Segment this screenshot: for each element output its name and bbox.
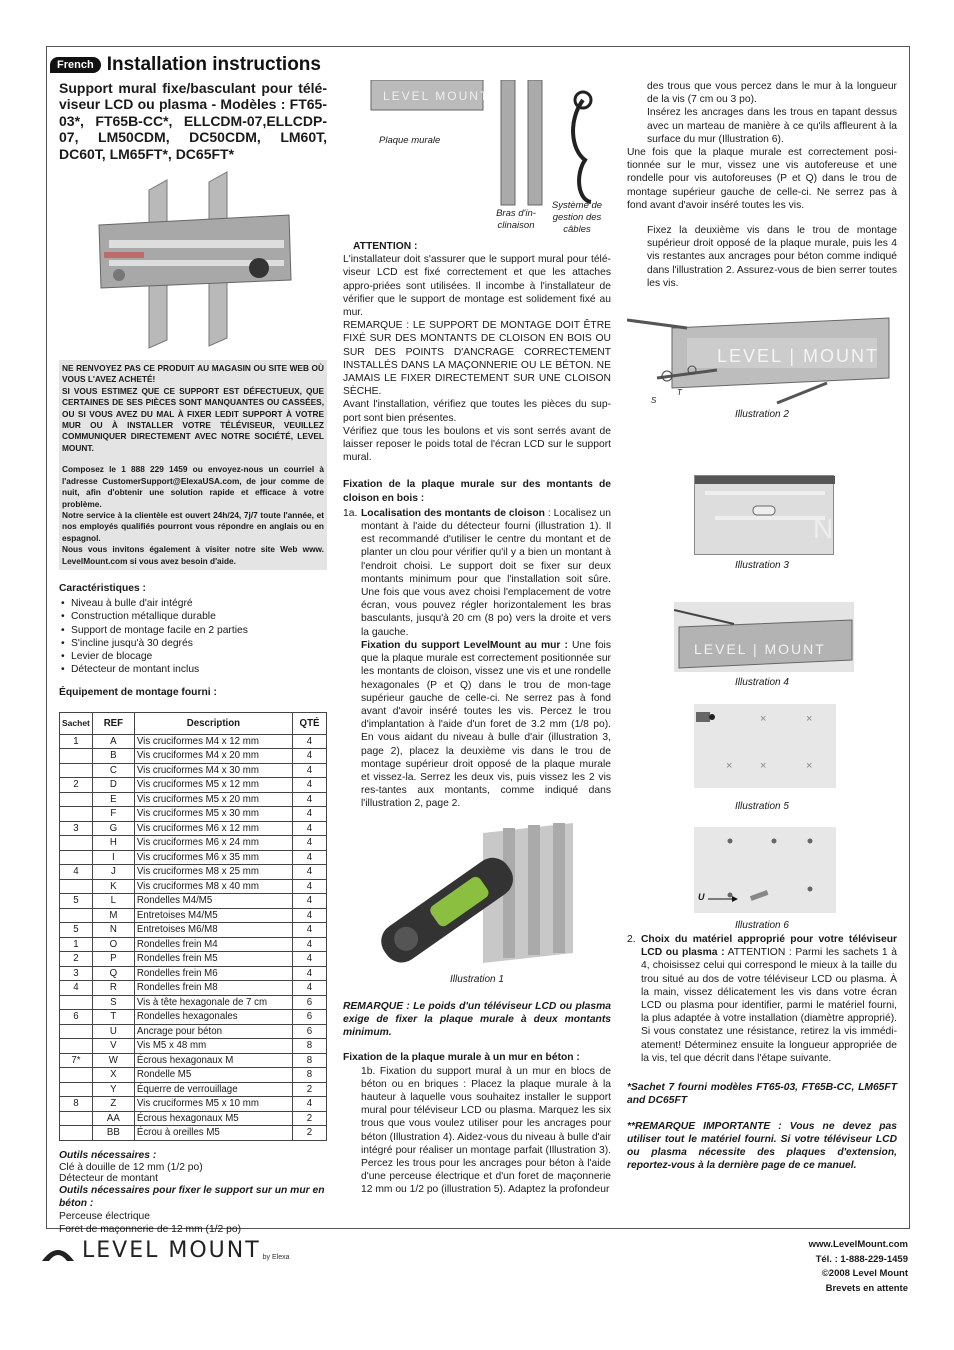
table-row bbox=[60, 1097, 327, 1112]
cell-description: Rondelles frein M4 bbox=[134, 937, 292, 952]
cell-description: Vis cruciformes M4 x 12 mm bbox=[134, 734, 292, 749]
cell-ref: H bbox=[92, 836, 134, 851]
table-row bbox=[60, 1111, 327, 1126]
col-header-sachet: Sachet bbox=[60, 712, 93, 734]
equipment-title: Équipement de montage fourni : bbox=[59, 687, 217, 699]
cell-sachet bbox=[60, 850, 93, 865]
cell-description: Vis cruciformes M4 x 30 mm bbox=[134, 763, 292, 778]
cell-sachet bbox=[60, 1039, 93, 1054]
cell-qty: 4 bbox=[293, 937, 327, 952]
table-row bbox=[60, 879, 327, 894]
warning-box bbox=[59, 360, 327, 570]
cell-description: Vis cruciformes M6 x 24 mm bbox=[134, 836, 292, 851]
cell-ref: P bbox=[92, 952, 134, 967]
sachet-7-note: *Sachet 7 fourni modèles FT65-03, FT65B-CC, LM65FT and DC65FT bbox=[627, 1082, 897, 1107]
attention-text-2: REMARQUE : LE SUPPORT DE MONTAGE DOIT ÊTRE FIXÉ SUR DES MONTANTS DE CLOISON EN BOIS OU SUR DES POINTS D'ANCRAGE CORRECTEMENT INSTALLÉS DANS LA MAÇONNERIE OU LE BÉTON. NE JAMAIS LE FIXER DIRECTEMENT SUR UNE CLOISON SÈCHE. bbox=[343, 320, 611, 398]
table-row bbox=[60, 1024, 327, 1039]
cell-qty: 8 bbox=[293, 1068, 327, 1083]
product-photo bbox=[59, 170, 327, 350]
cell-description: Entretoises M4/M5 bbox=[134, 908, 292, 923]
cell-ref: E bbox=[92, 792, 134, 807]
features-title: Caractéristiques : bbox=[59, 582, 146, 594]
table-row bbox=[60, 821, 327, 836]
cell-sachet: 4 bbox=[60, 865, 93, 880]
col-header-ref: REF bbox=[92, 712, 134, 734]
feature-item: • Niveau à bulle d'air intégré bbox=[59, 597, 327, 610]
illustration-3-caption: Illustration 3 bbox=[735, 560, 789, 572]
cell-qty: 2 bbox=[293, 1111, 327, 1126]
cell-ref: M bbox=[92, 908, 134, 923]
attention-title: ATTENTION : bbox=[353, 241, 418, 252]
cell-description: Vis à tête hexagonale de 7 cm bbox=[134, 995, 292, 1010]
cell-ref: D bbox=[92, 778, 134, 793]
cell-qty: 8 bbox=[293, 1039, 327, 1054]
cell-ref: BB bbox=[92, 1126, 134, 1141]
step-2 bbox=[627, 933, 897, 1065]
cell-ref: T bbox=[92, 1010, 134, 1025]
cell-sachet: 1 bbox=[60, 734, 93, 749]
illustration-2-caption: Illustration 2 bbox=[735, 409, 789, 421]
cell-ref: K bbox=[92, 879, 134, 894]
fix-instructions bbox=[343, 639, 611, 811]
concrete-section-title: Fixation de la plaque murale à un mur en béton : bbox=[343, 1052, 580, 1064]
cell-ref: U bbox=[92, 1024, 134, 1039]
svg-text:N: N bbox=[813, 513, 834, 545]
table-row bbox=[60, 981, 327, 996]
cell-sachet: 2 bbox=[60, 952, 93, 967]
cell-ref: X bbox=[92, 1068, 134, 1083]
contact-line-3: Nous vous invitons également à visiter notre site Web www. LevelMount.com si vous avez besoin d'aide. bbox=[62, 544, 324, 566]
cell-ref: R bbox=[92, 981, 134, 996]
cell-description: Vis cruciformes M5 x 12 mm bbox=[134, 778, 292, 793]
cell-qty: 4 bbox=[293, 734, 327, 749]
cell-ref: Z bbox=[92, 1097, 134, 1112]
cell-sachet bbox=[60, 908, 93, 923]
col-header-description: Description bbox=[134, 712, 292, 734]
cell-description: Vis cruciformes M6 x 35 mm bbox=[134, 850, 292, 865]
table-row bbox=[60, 1010, 327, 1025]
table-row bbox=[60, 1068, 327, 1083]
feature-item: • Construction métallique durable bbox=[59, 610, 327, 623]
cell-qty: 6 bbox=[293, 1024, 327, 1039]
illustration-6-caption: Illustration 6 bbox=[735, 919, 789, 931]
parts-illustration bbox=[343, 80, 611, 240]
cell-sachet: 5 bbox=[60, 894, 93, 909]
svg-text:×: × bbox=[726, 759, 733, 772]
step-2-text: ATTENTION : Parmi les sachets 1 à 4, choisissez celui qui correspond le mieux à la taille du trou situé au dos de votre téléviseur LCD ou plasma. À la main, vissez délicatement les vis dans votre écran LCD ou plasma pour identifier, parmi le matériel fourni, la plus adaptée à votre installation (diamètre approprié). Si vous constatez une résistance, retirez la vis immédi-atement! Déterminez ensuite la longueur appropriée de la vis, tel que décrit dans l'étape suivante. bbox=[641, 947, 897, 1064]
cell-qty: 4 bbox=[293, 749, 327, 764]
cell-ref: I bbox=[92, 850, 134, 865]
cell-sachet bbox=[60, 749, 93, 764]
cell-sachet bbox=[60, 1126, 93, 1141]
table-row bbox=[60, 850, 327, 865]
cell-description: Rondelles frein M6 bbox=[134, 966, 292, 981]
cell-sachet bbox=[60, 792, 93, 807]
brand-logo bbox=[40, 1238, 290, 1263]
cell-ref: F bbox=[92, 807, 134, 822]
table-row bbox=[60, 1082, 327, 1097]
concrete-instructions: 1b. Fixation du support mural à un mur en blocs de béton ou en briques : Placez la plaque murale à la hauteur à laquelle vous souhaitez installer le support mural pour téléviseur LCD ou plasma. Marquez les six trous que vous voulez utiliser pour les ancrages pour béton (Illustration 4). Aidez-vous du niveau à bulle d'air intégré pour réaliser un montage parfait (Illustration 3). Percez les trous pour les ancrages pour béton à l'aide d'une perceuse électrique et d'un foret de maçonnerie 12 mm ou 1/2 po (illustration 5). Adaptez la profondeur bbox=[361, 1065, 611, 1196]
feature-item: • Levier de blocage bbox=[59, 650, 327, 663]
illustration-1-caption: Illustration 1 bbox=[450, 973, 504, 985]
arms-label: Bras d'in-clinaison bbox=[496, 208, 536, 231]
table-row bbox=[60, 894, 327, 909]
attention-text-3: Avant l'installation, vérifiez que toutes les pièces du sup-port sont bien présentes. bbox=[343, 399, 611, 424]
cell-ref: L bbox=[92, 894, 134, 909]
cell-ref: Y bbox=[92, 1082, 134, 1097]
parts-table-header bbox=[60, 712, 327, 734]
cell-qty: 4 bbox=[293, 850, 327, 865]
column-left bbox=[59, 80, 327, 1237]
cell-description: Équerre de verrouillage bbox=[134, 1082, 292, 1097]
cell-qty: 4 bbox=[293, 865, 327, 880]
illustration-4-caption: Illustration 4 bbox=[735, 677, 789, 689]
table-row bbox=[60, 995, 327, 1010]
cell-ref: C bbox=[92, 763, 134, 778]
tools-title: Outils nécessaires : bbox=[59, 1149, 157, 1161]
concrete-tools-title: Outils nécessaires pour fixer le support sur un mur en béton : bbox=[59, 1184, 325, 1209]
step-1a bbox=[343, 507, 611, 639]
cell-qty: 4 bbox=[293, 966, 327, 981]
cell-sachet: 3 bbox=[60, 966, 93, 981]
warning-line-1: NE RENVOYEZ PAS CE PRODUIT AU MAGASIN OU SITE WEB OÙ VOUS L'AVEZ ACHETÉ! bbox=[62, 363, 324, 385]
cell-qty: 4 bbox=[293, 894, 327, 909]
cell-description: Écrous hexagonaux M bbox=[134, 1053, 292, 1068]
cell-ref: AA bbox=[92, 1111, 134, 1126]
warning-line-2: SI VOUS ESTIMEZ QUE CE SUPPORT EST DÉFECTUEUX, QUE CERTAINES DE SES PIÈCES SONT MANQUANTES OU CASSÉES, OU SI VOUS AVEZ DU MAL À FIXER LEDIT SUPPORT À VOTRE MUR OU À INSTALLER VOTRE TÉLÉVISEUR, VEUILLEZ COMMUNIQUER DIRECTEMENT AVEC NOTRE SOCIÉTÉ, LEVEL MOUNT. bbox=[62, 385, 324, 453]
cell-description: Vis cruciformes M8 x 25 mm bbox=[134, 865, 292, 880]
cell-description: Ancrage pour béton bbox=[134, 1024, 292, 1039]
svg-text:×: × bbox=[760, 712, 767, 725]
cell-qty: 2 bbox=[293, 1126, 327, 1141]
page-header bbox=[50, 54, 321, 76]
feature-item: • Détecteur de montant inclus bbox=[59, 663, 327, 676]
cell-qty: 4 bbox=[293, 981, 327, 996]
cell-ref: N bbox=[92, 923, 134, 938]
table-row bbox=[60, 792, 327, 807]
cell-description: Vis cruciformes M5 x 10 mm bbox=[134, 1097, 292, 1112]
cell-sachet: 2 bbox=[60, 778, 93, 793]
cell-qty: 6 bbox=[293, 1010, 327, 1025]
concrete-continued-4: Fixez la deuxième vis dans le trou de montage supérieur droit opposé de la plaque murale, puis les 4 vis restantes aux ancrages pour béton comme indiqué dans l'illustration 2. Assurez-vous de bien serrer toutes les vis. bbox=[647, 225, 897, 289]
step-1a-number: 1a. bbox=[343, 507, 358, 519]
feature-item: • S'incline jusqu'à 30 degrés bbox=[59, 637, 327, 650]
step-1a-title: Localisation des montants de cloison bbox=[361, 507, 545, 519]
cell-ref: V bbox=[92, 1039, 134, 1054]
cell-sachet bbox=[60, 879, 93, 894]
cell-ref: W bbox=[92, 1053, 134, 1068]
cell-description: Écrou à oreilles M5 bbox=[134, 1126, 292, 1141]
cell-sachet: 8 bbox=[60, 1097, 93, 1112]
col-header-qty: QTÉ bbox=[293, 712, 327, 734]
svg-text:×: × bbox=[806, 712, 813, 725]
cell-sachet bbox=[60, 1024, 93, 1039]
table-row bbox=[60, 749, 327, 764]
table-row bbox=[60, 865, 327, 880]
cable-system-label: Système de gestion des câbles bbox=[551, 200, 603, 235]
illustration-5 bbox=[694, 704, 836, 788]
cell-sachet bbox=[60, 763, 93, 778]
cell-description: Rondelles frein M8 bbox=[134, 981, 292, 996]
cell-description: Vis cruciformes M8 x 40 mm bbox=[134, 879, 292, 894]
illustration-3 bbox=[694, 475, 834, 555]
concrete-continued-2: Insérez les ancrages dans les trous en tapant dessus avec un marteau de manière à ce qu'ils affleurent à la surface du mur (Illustration 6). bbox=[647, 107, 897, 145]
tool-item: Foret de maçonnerie de 12 mm (1/2 po) bbox=[59, 1224, 242, 1236]
tool-item: Perceuse électrique bbox=[59, 1211, 151, 1223]
plate-label: Plaque murale bbox=[379, 135, 441, 146]
concrete-continued-1: des trous que vous percez dans le mur à la longueur de la vis (7 cm ou 3 po). bbox=[647, 81, 897, 106]
brand-name: LEVEL MOUNT bbox=[82, 1238, 261, 1263]
cell-qty: 8 bbox=[293, 1053, 327, 1068]
illustration-6 bbox=[694, 827, 836, 913]
cell-ref: O bbox=[92, 937, 134, 952]
cell-ref: J bbox=[92, 865, 134, 880]
feature-item: • Support de montage facile en 2 parties bbox=[59, 624, 327, 637]
svg-text:LEVEL | MOUNT: LEVEL | MOUNT bbox=[694, 641, 826, 658]
column-right bbox=[627, 80, 897, 1172]
cell-sachet: 1 bbox=[60, 937, 93, 952]
table-row bbox=[60, 1039, 327, 1054]
cell-qty: 4 bbox=[293, 1097, 327, 1112]
important-note: **REMARQUE IMPORTANTE : Vous ne devez pas utiliser tout le matériel fourni. Si votre téléviseur LCD ou plasma nécessite des plaques d'extension, reportez-vous à la dernière page de ce manuel. bbox=[627, 1120, 897, 1172]
cell-qty: 4 bbox=[293, 807, 327, 822]
column-middle bbox=[343, 80, 611, 1197]
cell-description: Entretoises M6/M8 bbox=[134, 923, 292, 938]
cell-ref: B bbox=[92, 749, 134, 764]
step-2-number: 2. bbox=[627, 934, 636, 946]
cell-sachet: 6 bbox=[60, 1010, 93, 1025]
table-row bbox=[60, 923, 327, 938]
cell-sachet bbox=[60, 807, 93, 822]
table-row bbox=[60, 778, 327, 793]
label-u: U bbox=[698, 891, 705, 902]
svg-text:×: × bbox=[806, 759, 813, 772]
svg-text:×: × bbox=[760, 759, 767, 772]
table-row bbox=[60, 734, 327, 749]
cell-sachet: 4 bbox=[60, 981, 93, 996]
fix-title: Fixation du support LevelMount au mur : bbox=[361, 639, 568, 651]
parts-table-body bbox=[60, 734, 327, 1140]
illustration-5-caption: Illustration 5 bbox=[735, 800, 789, 812]
contact-line-2: Notre service à la clientèle est ouvert 24h/24, 7j/7 toute l'année, et nos employés qualifiés pourront vous répondre en anglais ou en espagnol. bbox=[62, 509, 324, 543]
cell-description: Écrous hexagonaux M5 bbox=[134, 1111, 292, 1126]
step-2-title: Choix du matériel approprié pour votre téléviseur LCD ou plasma : bbox=[641, 934, 897, 959]
label-s: S bbox=[651, 396, 657, 406]
cell-sachet: 7* bbox=[60, 1053, 93, 1068]
cell-qty: 2 bbox=[293, 1082, 327, 1097]
language-badge: French bbox=[50, 57, 101, 73]
product-title: Support mural fixe/basculant pour télé-viseur LCD ou plasma - Modèles : FT65-03*, FT65B-CC*, ELLCDM-07,ELLCDP-07, LM50CDM, DC50CDM, LM60T, DC60T, LM65FT*, DC65FT* bbox=[59, 80, 327, 162]
concrete-continued-3: Une fois que la plaque murale est correctement posi-tionnée sur le mur, vissez une vis autofereuse et une rondelle pour vis autoforeuses (P et Q) dans le trou de montage supérieur gauche de celle-ci. Ne serrez pas à fond avant d'avoir inséré toutes les vis. bbox=[627, 147, 897, 211]
cell-sachet bbox=[60, 1068, 93, 1083]
cell-ref: Q bbox=[92, 966, 134, 981]
contact-line-1: Composez le 1 888 229 1459 ou envoyez-nous un courriel à l'adresse CustomerSupport@ElexaUSA.com, de jour comme de nuit, afin d'obtenir une solution rapide et efficace à votre problème. bbox=[62, 464, 324, 509]
cell-sachet bbox=[60, 995, 93, 1010]
cell-qty: 4 bbox=[293, 908, 327, 923]
cell-description: Rondelle M5 bbox=[134, 1068, 292, 1083]
page-title: Installation instructions bbox=[106, 54, 321, 75]
cell-description: Rondelles hexagonales bbox=[134, 1010, 292, 1025]
cell-sachet bbox=[60, 1082, 93, 1097]
cell-description: Vis cruciformes M5 x 30 mm bbox=[134, 807, 292, 822]
cell-description: Rondelles frein M5 bbox=[134, 952, 292, 967]
cell-description: Vis cruciformes M6 x 12 mm bbox=[134, 821, 292, 836]
table-row bbox=[60, 836, 327, 851]
cell-ref: A bbox=[92, 734, 134, 749]
footer-phone: Tél. : 1-888-229-1459 bbox=[815, 1253, 908, 1265]
illustration-1 bbox=[343, 813, 611, 973]
cell-qty: 6 bbox=[293, 995, 327, 1010]
brand-logo-icon bbox=[40, 1243, 76, 1263]
table-row bbox=[60, 966, 327, 981]
cell-description: Rondelles M4/M5 bbox=[134, 894, 292, 909]
cell-qty: 4 bbox=[293, 952, 327, 967]
cell-qty: 4 bbox=[293, 792, 327, 807]
cell-description: Vis cruciformes M4 x 20 mm bbox=[134, 749, 292, 764]
cell-sachet: 3 bbox=[60, 821, 93, 836]
cell-qty: 4 bbox=[293, 923, 327, 938]
table-row bbox=[60, 807, 327, 822]
cell-description: Vis M5 x 48 mm bbox=[134, 1039, 292, 1054]
cell-ref: S bbox=[92, 995, 134, 1010]
cell-sachet: 5 bbox=[60, 923, 93, 938]
svg-text:LEVEL | MOUNT: LEVEL | MOUNT bbox=[717, 346, 880, 367]
footer-copyright: ©2008 Level Mount bbox=[821, 1268, 908, 1279]
footer-website[interactable]: www.LevelMount.com bbox=[808, 1239, 908, 1250]
table-row bbox=[60, 763, 327, 778]
features-list bbox=[59, 597, 327, 676]
cell-qty: 4 bbox=[293, 836, 327, 851]
cell-sachet bbox=[60, 836, 93, 851]
attention-text-4: Vérifiez que tous les boulons et vis sont serrés avant de laisser reposer le poids total de l'écran LCD sur le support mural. bbox=[343, 425, 611, 464]
illustration-2 bbox=[627, 298, 897, 408]
svg-text:LEVEL MOUNT: LEVEL MOUNT bbox=[383, 89, 490, 103]
table-row bbox=[60, 908, 327, 923]
tool-item: Détecteur de montant bbox=[59, 1172, 159, 1184]
fix-text: Une fois que la plaque murale est correctement positionnée sur les montants de cloison, vissez une vis et une rondelle hexagonales (P et Q) dans le trou de mon-tage supérieur gauche de celle-ci. Ne serrez pas à fond avant d'avoir inséré toutes les vis. Percez le trou d'implantation à l'aide d'un foret de 3.2 mm (1/8 po). En vous aidant du niveau à bulle d'air (illustration 3, page 2), placez la deuxième vis dans le trou de montage supérieur droit opposé de la plaque murale et vissez-la. Serrez les deux vis, puis vissez les 2 vis res-tantes aux montants, comme indiqué dans l'illustration 2, page 2. bbox=[361, 639, 611, 810]
label-t: T bbox=[677, 388, 682, 398]
cell-qty: 4 bbox=[293, 763, 327, 778]
cell-description: Vis cruciformes M5 x 20 mm bbox=[134, 792, 292, 807]
illustration-4 bbox=[674, 602, 854, 672]
table-row bbox=[60, 937, 327, 952]
weight-remark: REMARQUE : Le poids d'un téléviseur LCD ou plasma exige de fixer la plaque murale à deux montants minimum. bbox=[343, 1000, 611, 1039]
cell-qty: 4 bbox=[293, 821, 327, 836]
cell-qty: 4 bbox=[293, 879, 327, 894]
brand-by: by Elexa bbox=[262, 1254, 290, 1261]
wood-section-title: Fixation de la plaque murale sur des montants de cloison en bois : bbox=[343, 479, 611, 504]
parts-table bbox=[59, 712, 327, 1141]
cell-qty: 4 bbox=[293, 778, 327, 793]
cell-sachet bbox=[60, 1111, 93, 1126]
table-row bbox=[60, 952, 327, 967]
table-row bbox=[60, 1126, 327, 1141]
attention-text-1: L'installateur doit s'assurer que le support mural pour télé-viseur LCD est fixé correctement et que les attaches appro-priées sont utilisées. Il incombe à l'installateur de vérifier que le support de montage est solidement fixé au mur. bbox=[343, 254, 611, 319]
tool-item: Clé à douille de 12 mm (1/2 po) bbox=[59, 1161, 203, 1173]
footer-patents: Brevets en attente bbox=[825, 1282, 908, 1294]
step-1a-text: : Localisez un montant à l'aide du détecteur fourni (illustration 1). Il est recommandé d'utiliser le centre du montant et de planter un clou pour vérifier qu'il y a bien un montant à l'endroit choisi. Le support doit se fixer sur deux montants minimum pour que l'installation soit sûre. Une fois que vous avez choisi l'emplacement de votre écran, vous pouvez régler horizontalement les bras basculants, jusqu'à 20 cm (8 po) vers la droite et vers la gauche. bbox=[361, 507, 611, 638]
footer-info bbox=[809, 1238, 908, 1296]
cell-ref: G bbox=[92, 821, 134, 836]
table-row bbox=[60, 1053, 327, 1068]
